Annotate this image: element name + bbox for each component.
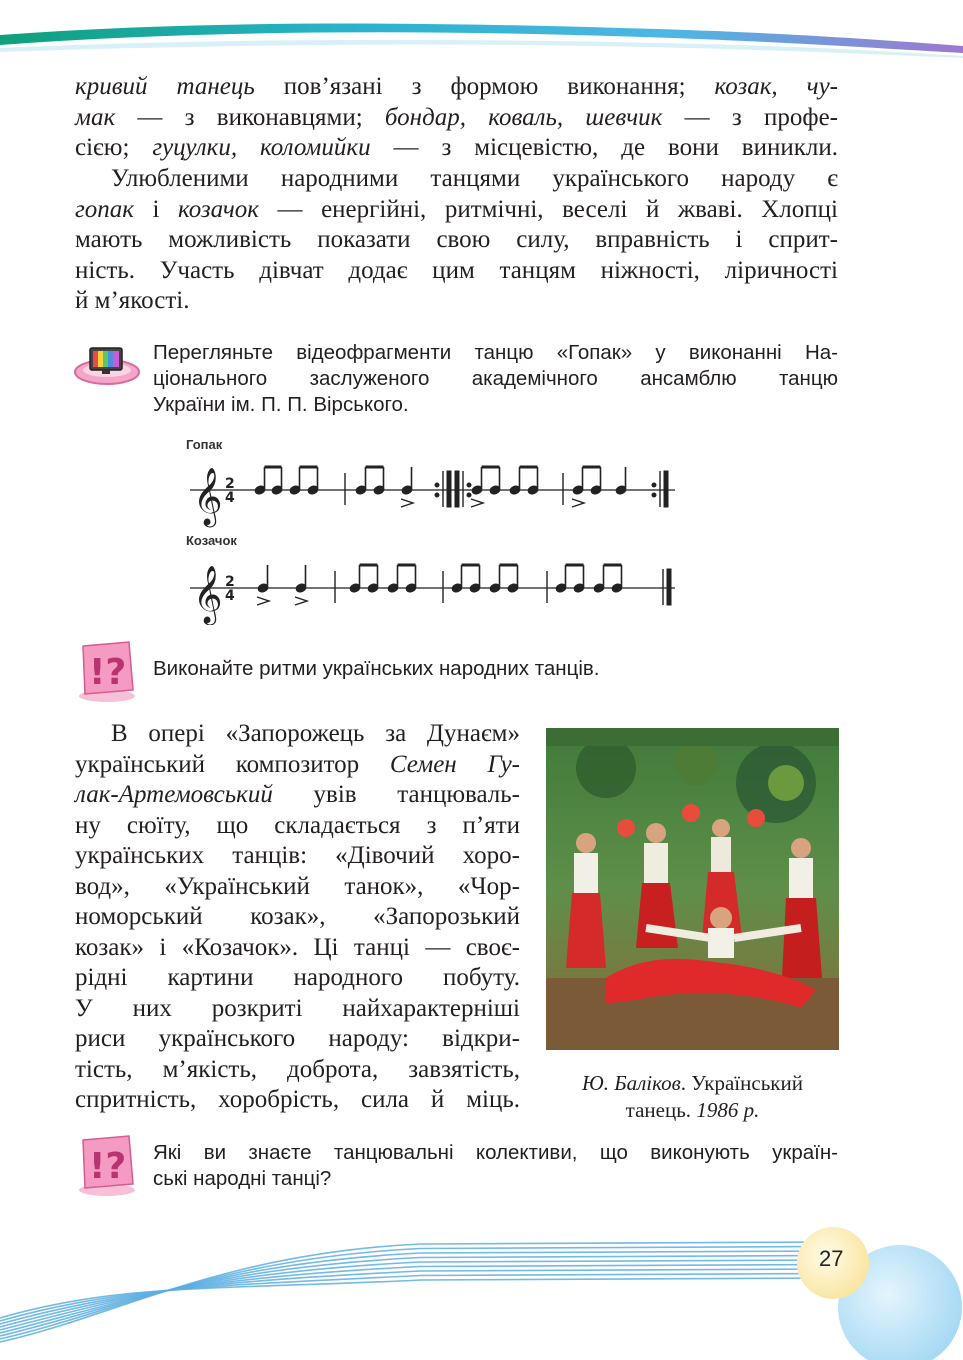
video-task xyxy=(153,340,838,418)
svg-text:2: 2 xyxy=(225,574,235,590)
accent-mark xyxy=(295,597,307,605)
text-line: козак» і «Козачок». Ці танці — своє- xyxy=(75,933,520,961)
bar-line xyxy=(667,569,671,605)
text-line: рідні картини народного побуту. xyxy=(75,964,520,991)
text-line: сією; гуцулки, коломийки — з місцевістю, де вони виникли. xyxy=(75,134,838,161)
video-player-icon xyxy=(72,340,142,390)
task-dance-ensembles xyxy=(153,1140,838,1192)
text-line: Які ви знаєте танцювальні колективи, що виконують україн- xyxy=(153,1141,838,1164)
task-perform-rhythms: Виконайте ритми українських народних танців. xyxy=(153,657,600,680)
repeat-dot xyxy=(467,493,471,497)
svg-text:!?: !? xyxy=(89,652,127,693)
text-line: номорський козак», «Запорозький xyxy=(75,903,520,930)
repeat-dot xyxy=(467,483,471,487)
text-line: гопак і козачок — енергійні, ритмічні, веселі й жваві. Хлопці xyxy=(75,195,838,223)
text-line: риси українського народу: відкри- xyxy=(75,1025,520,1052)
repeat-bar xyxy=(447,471,451,507)
accent-mark xyxy=(257,597,269,605)
wave-line xyxy=(0,1269,830,1324)
text-line: спритність, хоробрість, сила й міць. xyxy=(75,1086,520,1113)
top-decorative-band xyxy=(0,0,963,70)
accent-mark xyxy=(572,499,584,507)
caption-line: танець. 1986 р. xyxy=(625,1098,760,1122)
caption-line: Ю. Баліков. Український xyxy=(582,1071,803,1095)
rhythm-notation xyxy=(185,455,685,625)
treble-clef: 𝄞 xyxy=(193,565,223,623)
kozachok-label: Козачок xyxy=(186,533,237,548)
text-line: мак — з виконавцями; бондар, коваль, шевчик — з профе- xyxy=(75,103,839,131)
svg-text:2: 2 xyxy=(225,476,235,492)
repeat-bar xyxy=(455,471,459,507)
text-line: вод», «Український танок», «Чор- xyxy=(75,872,520,900)
paragraph-3 xyxy=(75,719,520,1116)
text-line: й м’якості. xyxy=(75,287,190,314)
question-exclamation-icon xyxy=(75,638,137,704)
text-line: українських танців: «Дівочий хоро- xyxy=(75,842,520,869)
accent-mark xyxy=(401,499,413,507)
kozachok-staff xyxy=(190,565,675,625)
page-number: 27 xyxy=(819,1246,844,1271)
text-line: України ім. П. П. Вірського. xyxy=(153,393,409,416)
repeat-dot xyxy=(435,493,439,497)
text-line: ціонального заслуженого академічного ансамблю танцю xyxy=(153,367,838,390)
text-line: ну сюїту, що складається з п’яти xyxy=(75,811,520,839)
painting-caption xyxy=(546,1070,839,1124)
paragraph-1 xyxy=(75,72,838,164)
text-line: тість, м’якість, доброта, завзятість, xyxy=(75,1055,520,1083)
painting-ukrainian-dance xyxy=(546,728,839,1050)
text-line: ські народні танці? xyxy=(153,1167,332,1190)
svg-text:4: 4 xyxy=(225,490,235,506)
text-line: Улюбленими народними танцями українського народу є xyxy=(111,165,838,192)
paragraph-2 xyxy=(75,164,838,317)
hopak-label: Гопак xyxy=(186,437,223,452)
text-line: ність. Участь дівчат додає цим танцям ніжності, ліричності xyxy=(75,256,838,284)
text-line: мають можливість показати свою силу, вправність і сприт- xyxy=(75,226,838,253)
repeat-dot xyxy=(652,493,656,497)
repeat-dot xyxy=(652,483,656,487)
text-line: Перегляньте відеофрагменти танцю «Гопак» у виконанні На- xyxy=(153,341,838,364)
repeat-dot xyxy=(435,483,439,487)
text-line: У них розкриті найхарактерніші xyxy=(75,994,520,1022)
question-exclamation-icon xyxy=(75,1132,137,1198)
accent-mark xyxy=(471,499,483,507)
treble-clef: 𝄞 xyxy=(193,467,223,525)
repeat-bar xyxy=(664,471,668,507)
hopak-staff xyxy=(190,467,675,528)
text-line: В опері «Запорожець за Дунаєм» xyxy=(111,720,520,747)
svg-text:!?: !? xyxy=(89,1146,127,1187)
text-line: український композитор Семен Гу- xyxy=(75,750,521,778)
text-line: лак-Артемовський увів танцюваль- xyxy=(75,781,520,808)
svg-text:4: 4 xyxy=(225,588,235,604)
text-line: кривий танець пов’язані з формою виконання; козак, чу- xyxy=(75,73,839,100)
